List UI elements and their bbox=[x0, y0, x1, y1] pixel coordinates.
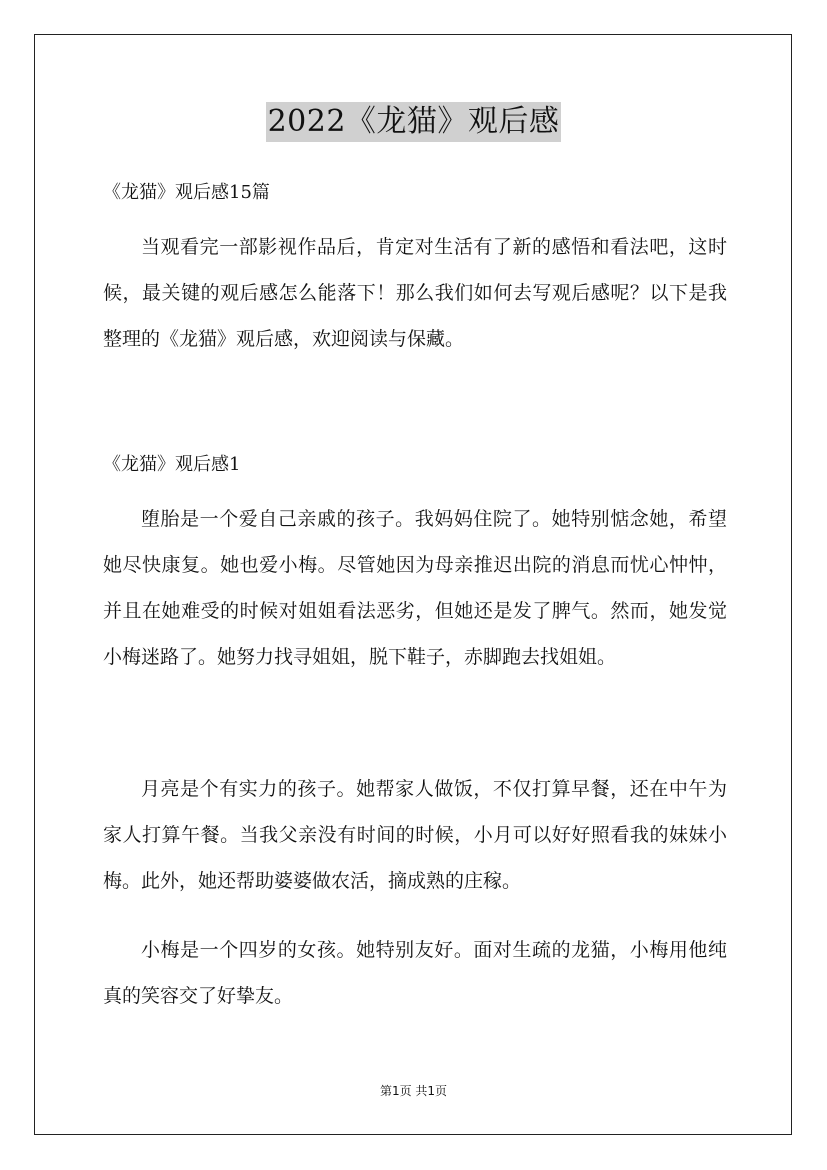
body-paragraph: 月亮是个有实力的孩子。她帮家人做饭，不仅打算早餐，还在中午为家人打算午餐。当我父亲没有时间的时候，小月可以好好照看我的妹妹小梅。此外，她还帮助婆婆做农活，摘成熟的庄稼。 bbox=[103, 778, 727, 892]
body-paragraph: 堕胎是一个爱自己亲戚的孩子。我妈妈住院了。她特别惦念她，希望她尽快康复。她也爱小梅。尽管她因为母亲推迟出院的消息而忧心忡忡，并且在她难受的时候对姐姐看法恶劣，但她还是发了脾气。然而，她发觉小梅迷路了。她努力找寻姐姐，脱下鞋子，赤脚跑去找姐姐。 bbox=[103, 508, 727, 668]
section-heading: 《龙猫》观后感1 bbox=[103, 454, 241, 475]
document-subtitle: 《龙猫》观后感15篇 bbox=[103, 182, 270, 203]
body-paragraph: 小梅是一个四岁的女孩。她特别友好。面对生疏的龙猫，小梅用他纯真的笑容交了好挚友。 bbox=[103, 939, 727, 1007]
title-area bbox=[0, 102, 827, 142]
intro-paragraph: 当观看完一部影视作品后，肯定对生活有了新的感悟和看法吧，这时候，最关键的观后感怎么能落下！那么我们如何去写观后感呢？以下是我整理的《龙猫》观后感，欢迎阅读与保藏。 bbox=[103, 236, 727, 350]
page-footer: 第1页 共1页 bbox=[379, 1084, 448, 1098]
document-title: 2022《龙猫》观后感 bbox=[266, 102, 562, 142]
